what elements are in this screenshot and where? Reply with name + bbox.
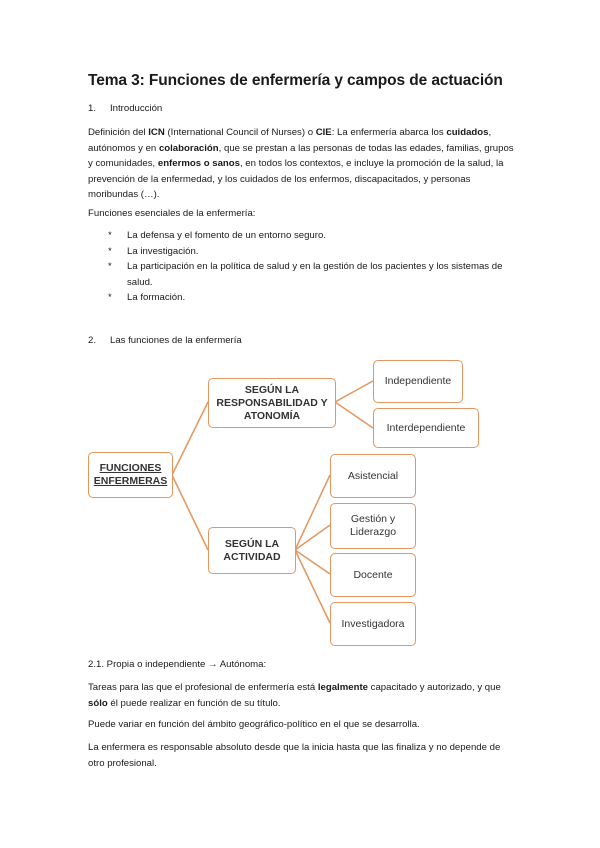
asterisk-bullet: * <box>108 230 112 241</box>
paragraph: La enfermera es responsable absoluto desde que la inicia hasta que las finaliza y no depende de otro profesional. <box>88 742 501 769</box>
text-run: (International Council of Nurses) o <box>164 127 316 138</box>
list-item-text: La formación. <box>127 292 186 303</box>
bold-text: cuidados <box>446 127 489 138</box>
text-run: capacitado y autorizado, y que <box>367 682 501 693</box>
connector <box>335 402 373 428</box>
page-title: Tema 3: Funciones de enfermería y campos de actuación <box>88 72 503 89</box>
text-run: él puede realizar en función de su título. <box>107 697 281 709</box>
list-item-text: La participación en la política de salud y en la gestión de los pacientes y los sistemas de salud. <box>127 261 503 288</box>
node-independiente: Independiente <box>373 360 463 403</box>
connector <box>172 402 208 475</box>
branch-responsibility-node: SEGÚN LA RESPONSABILIDAD Y ATONOMÍA <box>208 378 336 428</box>
bold-text: colaboración <box>158 142 219 154</box>
asterisk-bullet: * <box>108 245 112 257</box>
node-investigadora: Investigadora <box>330 602 416 646</box>
connector <box>295 475 330 550</box>
text-run: Definición del <box>88 127 149 138</box>
section-title: Las funciones de la enfermería <box>110 335 242 346</box>
connector <box>335 381 373 402</box>
paragraph <box>88 680 518 711</box>
asterisk-bullet: * <box>108 292 112 303</box>
subsection-heading: 2.1. Propia o independiente → Autónoma: <box>88 659 267 670</box>
text-run: : La enfermería abarca los <box>331 127 447 138</box>
node-docente: Docente <box>330 553 416 597</box>
text-run: Tareas para las que el profesional de enfermería está <box>88 682 318 693</box>
section-title: Introducción <box>110 103 163 114</box>
bold-text: enfermos o sanos <box>157 158 240 169</box>
node-gestion-liderazgo: Gestión y Liderazgo <box>330 503 416 549</box>
list-item-text: La defensa y el fomento de un entorno seguro. <box>127 230 326 241</box>
list-intro: Funciones esenciales de la enfermería: <box>88 208 256 219</box>
text-run: , autónomos y en <box>88 127 492 154</box>
list-item-text: La investigación. <box>127 245 199 257</box>
asterisk-bullet: * <box>108 261 112 272</box>
text-run: , en todos los contextos, e incluye la promoción de la salud, la prevención de la enfermedad, y los cuidados de los enfermos, discapacitados, y personas moribundas (…). <box>88 158 504 200</box>
section-number: 1. <box>88 103 97 114</box>
bold-text: ICN <box>148 127 165 138</box>
paragraph: Puede variar en función del ámbito geográfico-político en el que se desarrolla. <box>88 719 420 730</box>
root-node: FUNCIONES ENFERMERAS <box>88 452 173 498</box>
connector <box>172 475 208 550</box>
node-asistencial: Asistencial <box>330 454 416 498</box>
connector <box>295 550 330 623</box>
bold-text: CIE <box>315 127 332 138</box>
text-run: , que se prestan a las personas de todas las edades, familias, grupos y comunidades, <box>88 142 514 169</box>
bold-text: legalmente <box>317 682 368 693</box>
branch-activity-node: SEGÚN LA ACTIVIDAD <box>208 527 296 574</box>
node-interdependiente: Interdependiente <box>373 408 479 448</box>
section-number: 2. <box>88 335 97 346</box>
bold-text: sólo <box>88 697 108 709</box>
